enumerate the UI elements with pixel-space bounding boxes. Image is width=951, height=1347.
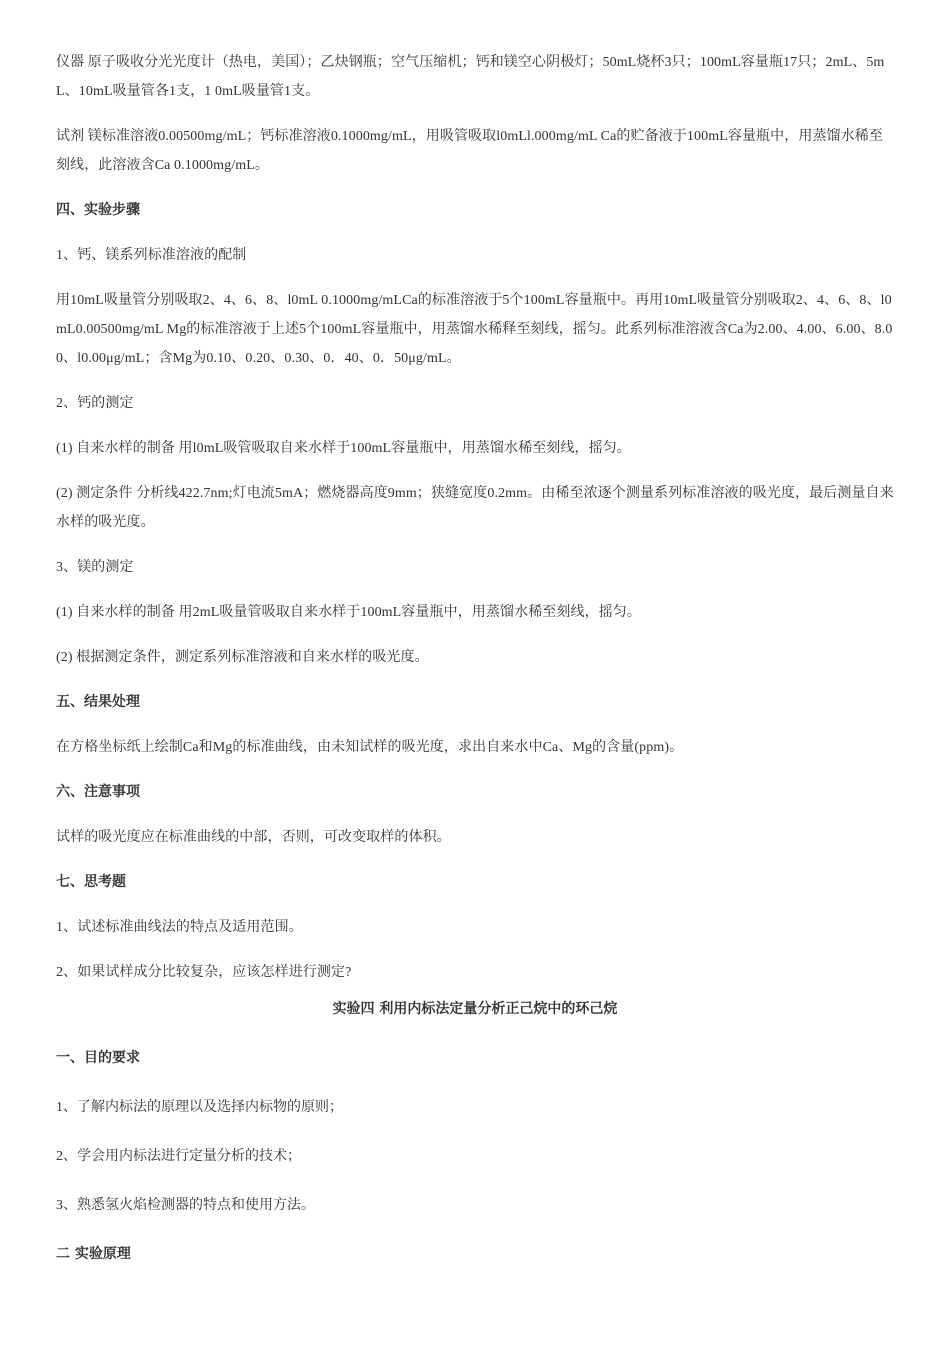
step3-sample-prep: (1) 自来水样的制备 用2mL吸量管吸取自来水样于100mL容量瓶中，用蒸馏水稀至刻线，摇匀。 (56, 605, 642, 620)
question-2: 2、如果试样成分比较复杂，应该怎样进行测定? (56, 965, 352, 980)
step3-measure: (2) 根据测定条件，测定系列标准溶液和自来水样的吸光度。 (56, 650, 429, 665)
section-heading-goals: 一、目的要求 (56, 1050, 140, 1066)
section-heading-principle: 二 实验原理 (56, 1246, 131, 1262)
notes-paragraph: 试样的吸光度应在标准曲线的中部，否则，可改变取样的体积。 (56, 830, 451, 845)
step2-conditions: (2) 测定条件 分析线422.7nm;灯电流5mA；燃烧器高度9mm；狭缝宽度0.2mm。由稀至浓逐个测量系列标准溶液的吸光度，最后测量自来水样的吸光度。 (56, 486, 894, 530)
results-paragraph: 在方格坐标纸上绘制Ca和Mg的标准曲线，由未知试样的吸光度，求出自来水中Ca、Mg的含量(ppm)。 (56, 740, 684, 755)
step2-sample-prep: (1) 自来水样的制备 用l0mL吸管吸取自来水样于100mL容量瓶中，用蒸馏水稀至刻线，摇匀。 (56, 441, 631, 456)
step1-title: 1、钙、镁系列标准溶液的配制 (56, 248, 247, 263)
step1-body: 用10mL吸量管分别吸取2、4、6、8、l0mL 0.1000mg/mLCa的标准溶液于5个100mL容量瓶中。再用10mL吸量管分别吸取2、4、6、8、l0mL0.00500mg/mL Mg的标准溶液于上述5个100mL容量瓶中，用蒸馏水稀释至刻线，摇匀。此系列标准溶液含Ca为2.00、4.00、6.00、8.00、l0.00μg/mL；含Mg为0.10、0.20、0.30、0．40、0．50μg/mL。 (56, 293, 893, 366)
goal-item-1: 1、了解内标法的原理以及选择内标物的原则； (56, 1100, 343, 1115)
step3-title: 3、镁的测定 (56, 560, 134, 575)
step2-title: 2、钙的测定 (56, 396, 134, 411)
instruments-paragraph: 仪器 原子吸收分光光度计（热电，美国）；乙炔钢瓶；空气压缩机；钙和镁空心阴极灯；50mL烧杯3只；100mL容量瓶17只；2mL、5mL、10mL吸量管各1支，1 0mL吸量管1支。 (56, 55, 885, 99)
section-heading-results: 五、结果处理 (56, 694, 140, 710)
document-page (56, 48, 894, 1285)
goal-item-3: 3、熟悉氢火焰检测器的特点和使用方法。 (56, 1198, 315, 1213)
question-1: 1、试述标准曲线法的特点及适用范围。 (56, 920, 303, 935)
section-heading-steps: 四、实验步骤 (56, 202, 140, 218)
goal-item-2: 2、学会用内标法进行定量分析的技术； (56, 1149, 301, 1164)
section-heading-notes: 六、注意事项 (56, 784, 140, 800)
reagents-paragraph: 试剂 镁标准溶液0.00500mg/mL；钙标准溶液0.1000mg/mL，用吸管吸取l0mLl.000mg/mL Ca的贮备液于100mL容量瓶中，用蒸馏水稀至刻线，此溶液含Ca 0.1000mg/mL。 (56, 129, 883, 173)
experiment4-title: 实验四 利用内标法定量分析正己烷中的环己烷 (332, 1001, 618, 1017)
section-heading-questions: 七、思考题 (56, 874, 126, 890)
